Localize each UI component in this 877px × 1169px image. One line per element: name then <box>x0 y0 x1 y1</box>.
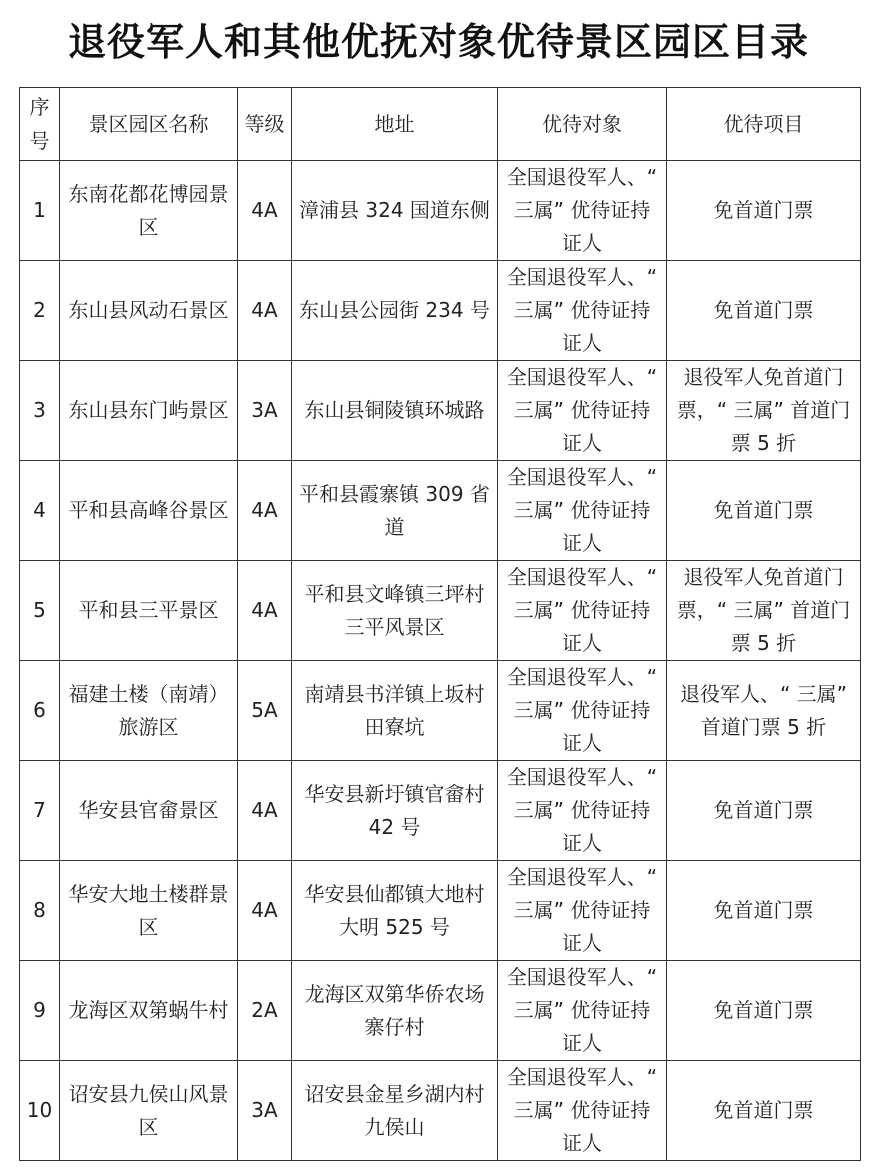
cell-target: 全国退役军人、“ 三属” 优待证持证人 <box>498 961 667 1061</box>
header-index: 序号 <box>20 88 60 161</box>
cell-benefit: 免首道门票 <box>667 761 861 861</box>
cell-grade: 4A <box>238 761 292 861</box>
cell-name: 东南花都花博园景区 <box>60 161 238 261</box>
cell-benefit: 免首道门票 <box>667 861 861 961</box>
cell-address: 诏安县金星乡湖内村九侯山 <box>292 1061 498 1161</box>
cell-benefit: 退役军人免首道门票，“ 三属” 首道门票 5 折 <box>667 361 861 461</box>
cell-target: 全国退役军人、“ 三属” 优待证持证人 <box>498 561 667 661</box>
cell-benefit: 免首道门票 <box>667 1061 861 1161</box>
table-row <box>20 661 861 761</box>
cell-target: 全国退役军人、“ 三属” 优待证持证人 <box>498 261 667 361</box>
cell-address: 华安县仙都镇大地村大明 525 号 <box>292 861 498 961</box>
cell-grade: 3A <box>238 1061 292 1161</box>
cell-address: 龙海区双第华侨农场寨仔村 <box>292 961 498 1061</box>
cell-benefit: 退役军人免首道门票，“ 三属” 首道门票 5 折 <box>667 561 861 661</box>
cell-grade: 4A <box>238 561 292 661</box>
cell-name: 龙海区双第蜗牛村 <box>60 961 238 1061</box>
cell-benefit: 免首道门票 <box>667 461 861 561</box>
cell-address: 平和县霞寨镇 309 省道 <box>292 461 498 561</box>
header-target: 优待对象 <box>498 88 667 161</box>
cell-target: 全国退役军人、“ 三属” 优待证持证人 <box>498 161 667 261</box>
header-address: 地址 <box>292 88 498 161</box>
table-row <box>20 861 861 961</box>
table-row <box>20 561 861 661</box>
header-benefit: 优待项目 <box>667 88 861 161</box>
cell-address: 东山县公园街 234 号 <box>292 261 498 361</box>
cell-index: 7 <box>20 761 60 861</box>
cell-address: 漳浦县 324 国道东侧 <box>292 161 498 261</box>
table-row <box>20 361 861 461</box>
header-grade: 等级 <box>238 88 292 161</box>
cell-name: 诏安县九侯山风景区 <box>60 1061 238 1161</box>
cell-grade: 5A <box>238 661 292 761</box>
cell-grade: 4A <box>238 261 292 361</box>
cell-grade: 2A <box>238 961 292 1061</box>
table-row <box>20 161 861 261</box>
cell-target: 全国退役军人、“ 三属” 优待证持证人 <box>498 861 667 961</box>
cell-index: 6 <box>20 661 60 761</box>
cell-address: 华安县新圩镇官畲村 42 号 <box>292 761 498 861</box>
cell-target: 全国退役军人、“ 三属” 优待证持证人 <box>498 1061 667 1161</box>
cell-index: 4 <box>20 461 60 561</box>
scenic-area-table <box>19 87 861 1161</box>
cell-target: 全国退役军人、“ 三属” 优待证持证人 <box>498 461 667 561</box>
cell-grade: 4A <box>238 861 292 961</box>
cell-benefit: 免首道门票 <box>667 261 861 361</box>
cell-index: 9 <box>20 961 60 1061</box>
cell-name: 华安县官畲景区 <box>60 761 238 861</box>
cell-address: 东山县铜陵镇环城路 <box>292 361 498 461</box>
header-name: 景区园区名称 <box>60 88 238 161</box>
cell-index: 5 <box>20 561 60 661</box>
cell-grade: 3A <box>238 361 292 461</box>
cell-index: 2 <box>20 261 60 361</box>
cell-name: 福建土楼（南靖）旅游区 <box>60 661 238 761</box>
cell-address: 南靖县书洋镇上坂村田寮坑 <box>292 661 498 761</box>
cell-name: 平和县高峰谷景区 <box>60 461 238 561</box>
cell-index: 8 <box>20 861 60 961</box>
cell-benefit: 免首道门票 <box>667 161 861 261</box>
table-row <box>20 261 861 361</box>
cell-grade: 4A <box>238 161 292 261</box>
cell-address: 平和县文峰镇三坪村三平风景区 <box>292 561 498 661</box>
cell-grade: 4A <box>238 461 292 561</box>
cell-index: 1 <box>20 161 60 261</box>
table-row <box>20 761 861 861</box>
cell-benefit: 免首道门票 <box>667 961 861 1061</box>
cell-target: 全国退役军人、“ 三属” 优待证持证人 <box>498 761 667 861</box>
cell-target: 全国退役军人、“ 三属” 优待证持证人 <box>498 361 667 461</box>
table-row <box>20 961 861 1061</box>
cell-benefit: 退役军人、“ 三属” 首道门票 5 折 <box>667 661 861 761</box>
document-title: 退役军人和其他优抚对象优待景区园区目录 <box>67 20 809 64</box>
cell-index: 3 <box>20 361 60 461</box>
cell-name: 东山县东门屿景区 <box>60 361 238 461</box>
cell-index: 10 <box>20 1061 60 1161</box>
table-body <box>20 161 861 1161</box>
table-row <box>20 1061 861 1161</box>
table-header-row <box>20 88 861 161</box>
cell-name: 华安大地土楼群景区 <box>60 861 238 961</box>
table-row <box>20 461 861 561</box>
cell-name: 东山县风动石景区 <box>60 261 238 361</box>
cell-name: 平和县三平景区 <box>60 561 238 661</box>
cell-target: 全国退役军人、“ 三属” 优待证持证人 <box>498 661 667 761</box>
